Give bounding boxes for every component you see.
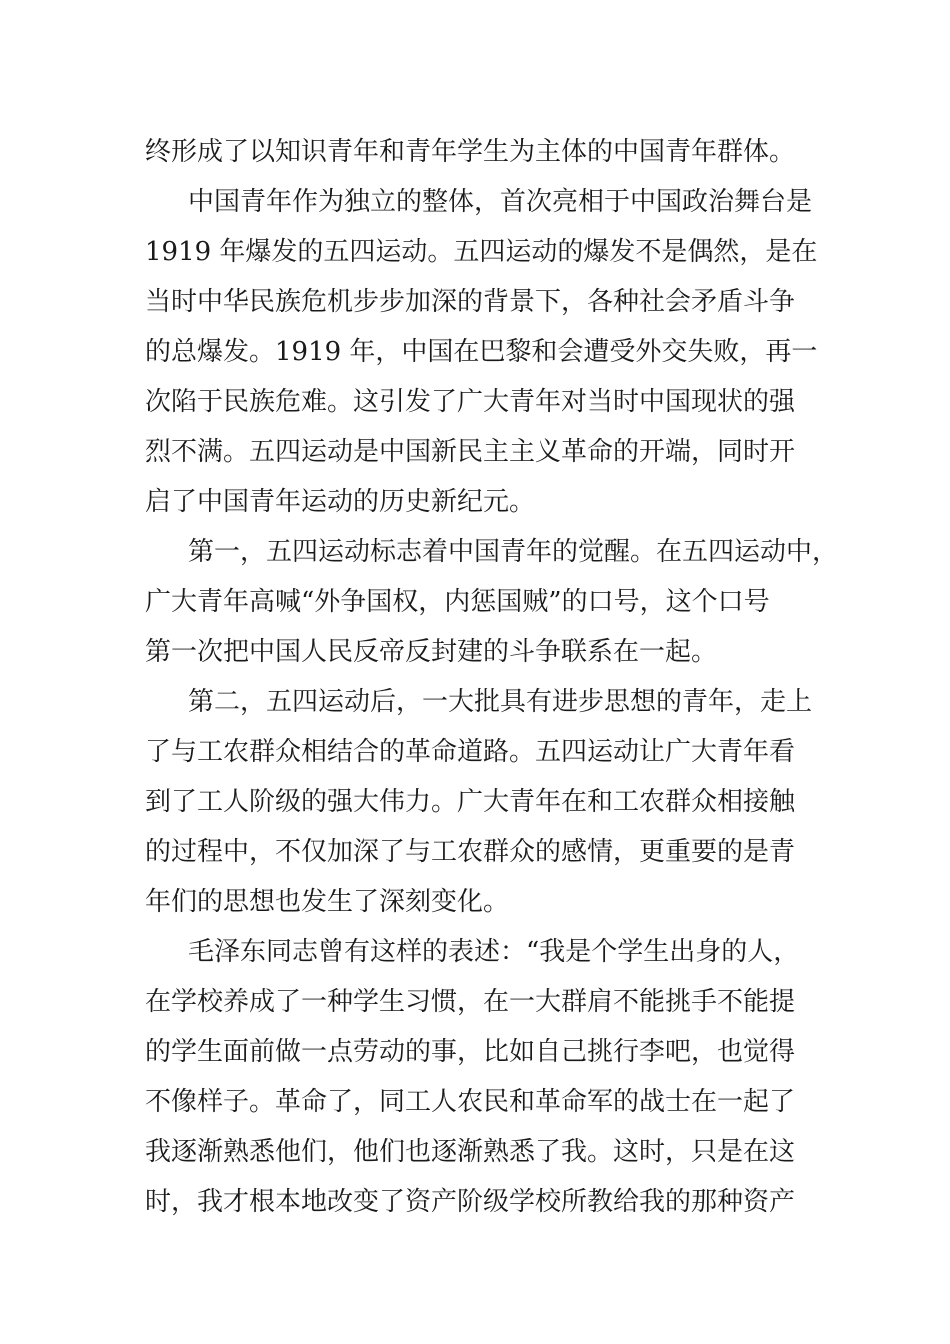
text-line: 启了中国青年运动的历史新纪元。 [145,487,536,517]
text-line: 我逐渐熟悉他们，他们也逐渐熟悉了我。这时，只是在这 [145,1137,796,1167]
text-line: 1919 年爆发的五四运动。五四运动的爆发不是偶然，是在 [145,237,818,267]
text-line: 终形成了以知识青年和青年学生为主体的中国青年群体。 [145,137,796,167]
text-line: 到了工人阶级的强大伟力。广大青年在和工农群众相接触 [145,787,796,817]
text-line: 广大青年高喊“外争国权，内惩国贼”的口号，这个口号 [145,587,770,617]
text-line: 的过程中，不仅加深了与工农群众的感情，更重要的是青 [145,837,796,867]
text-line: 年们的思想也发生了深刻变化。 [145,887,510,917]
text-line: 的学生面前做一点劳动的事，比如自己挑行李吧，也觉得 [145,1037,796,1067]
text-line: 烈不满。五四运动是中国新民主主义革命的开端，同时开 [145,437,796,467]
text-line: 毛泽东同志曾有这样的表述：“我是个学生出身的人， [188,937,800,967]
text-line: 第二，五四运动后，一大批具有进步思想的青年，走上 [188,687,813,717]
text-line: 第一，五四运动标志着中国青年的觉醒。在五四运动中， [188,537,839,567]
text-line: 第一次把中国人民反帝反封建的斗争联系在一起。 [145,637,718,667]
text-line: 次陷于民族危难。这引发了广大青年对当时中国现状的强 [145,387,796,417]
text-line: 了与工农群众相结合的革命道路。五四运动让广大青年看 [145,737,796,767]
text-line: 在学校养成了一种学生习惯，在一大群肩不能挑手不能提 [145,987,796,1017]
text-line: 中国青年作为独立的整体，首次亮相于中国政治舞台是 [188,187,813,217]
text-line: 时，我才根本地改变了资产阶级学校所教给我的那种资产 [145,1187,796,1217]
text-line: 当时中华民族危机步步加深的背景下，各种社会矛盾斗争 [145,287,796,317]
text-line: 的总爆发。1919 年，中国在巴黎和会遭受外交失败，再一 [145,337,818,367]
text-line: 不像样子。革命了，同工人农民和革命军的战士在一起了 [145,1087,796,1117]
